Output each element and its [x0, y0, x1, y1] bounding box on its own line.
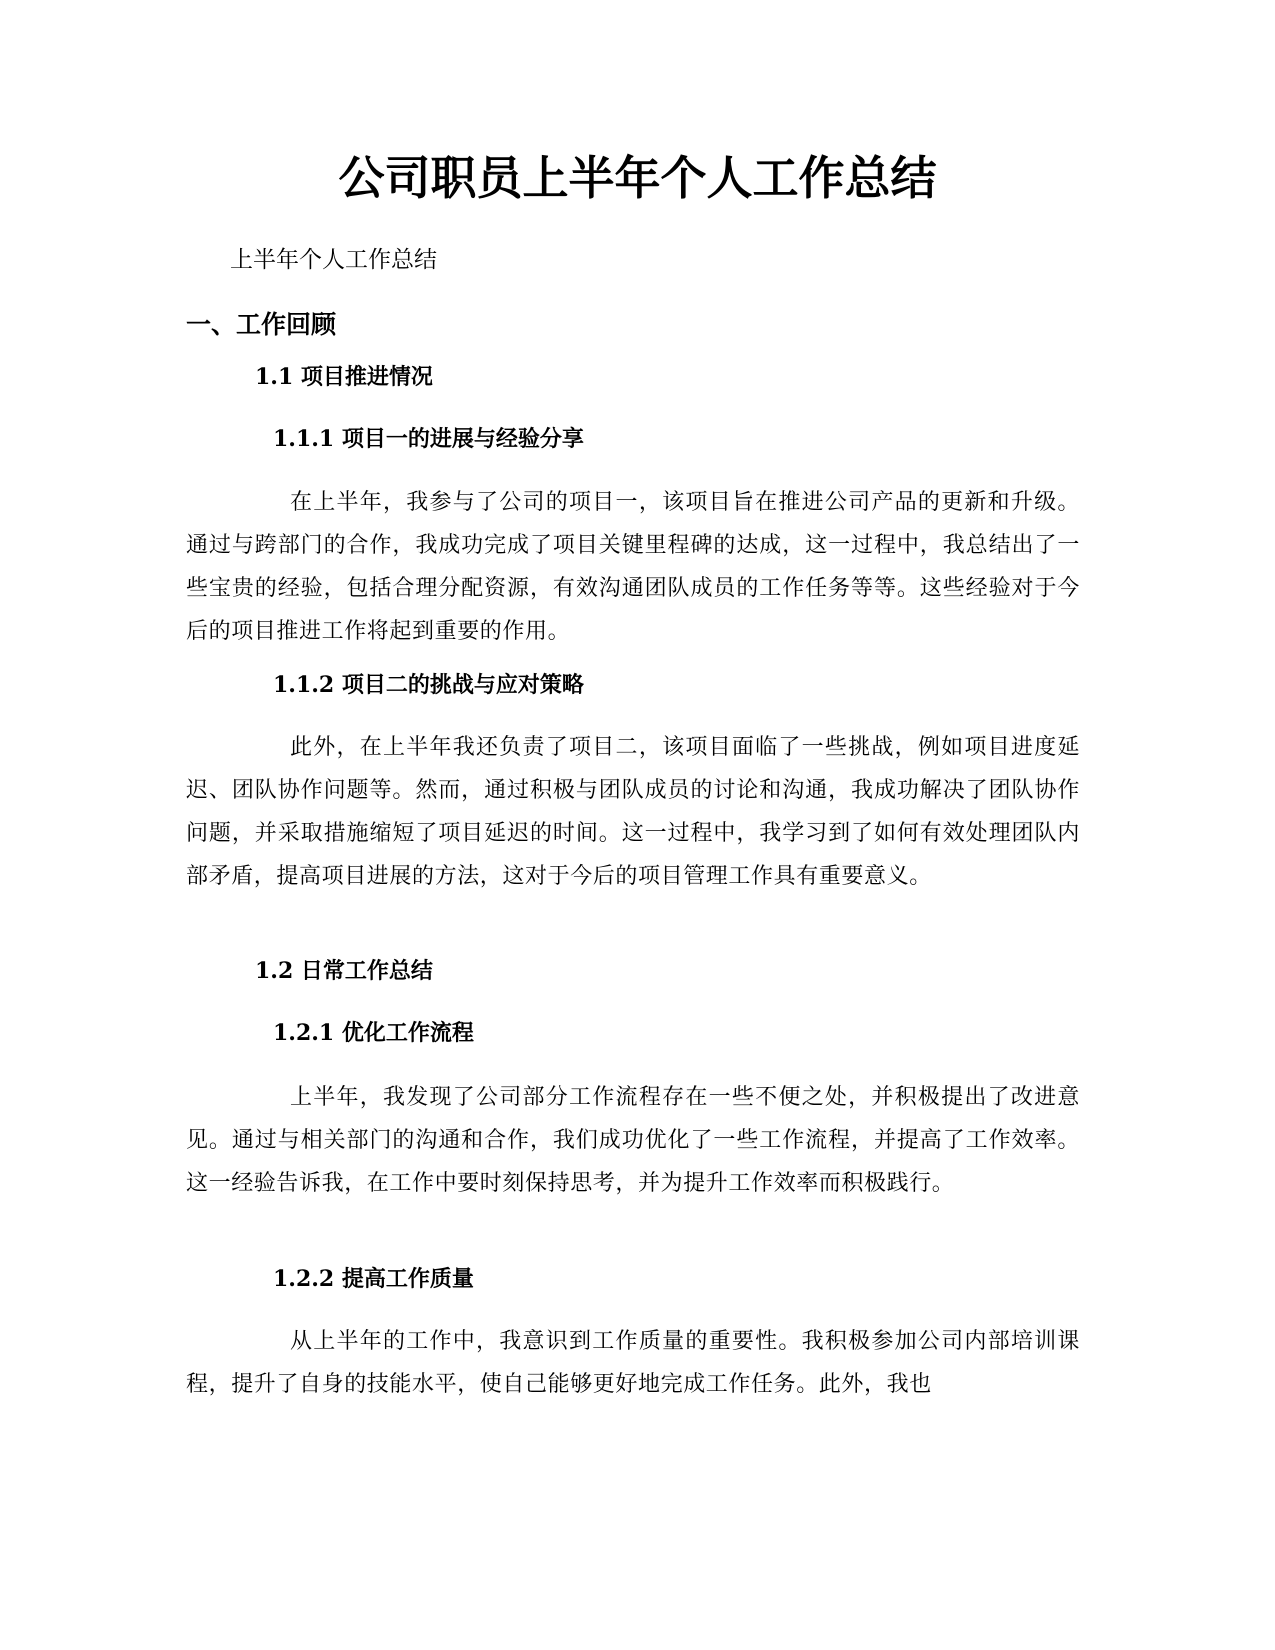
- document-subtitle: 上半年个人工作总结: [230, 247, 437, 273]
- paragraph-optimize-workflow: 上半年，我发现了公司部分工作流程存在一些不便之处，并积极提出了改进意见。通过与相关部门的沟通和合作，我们成功优化了一些工作流程，并提高了工作效率。这一经验告诉我，在工作中要时刻保持思考，并为提升工作效率而积极践行。: [186, 1085, 1080, 1196]
- subsection-heading-daily-work: 1.2 日常工作总结: [255, 958, 433, 984]
- paragraph-project-one: 在上半年，我参与了公司的项目一，该项目旨在推进公司产品的更新和升级。通过与跨部门的合作，我成功完成了项目关键里程碑的达成，这一过程中，我总结出了一些宝贵的经验，包括合理分配资源，有效沟通团队成员的工作任务等等。这些经验对于今后的项目推进工作将起到重要的作用。: [186, 490, 1080, 644]
- section-heading-work-review: 一、工作回顾: [186, 310, 337, 339]
- paragraph-project-two: 此外，在上半年我还负责了项目二，该项目面临了一些挑战，例如项目进度延迟、团队协作问题等。然而，通过积极与团队成员的讨论和沟通，我成功解决了团队协作问题，并采取措施缩短了项目延迟的时间。这一过程中，我学习到了如何有效处理团队内部矛盾，提高项目进展的方法，这对于今后的项目管理工作具有重要意义。: [186, 735, 1080, 889]
- subsection-heading-project-progress: 1.1 项目推进情况: [255, 364, 433, 390]
- paragraph-improve-quality: 从上半年的工作中，我意识到工作质量的重要性。我积极参加公司内部培训课程，提升了自身的技能水平，使自己能够更好地完成工作任务。此外，我也: [186, 1329, 1080, 1397]
- item-heading-project-two: 1.1.2 项目二的挑战与应对策略: [273, 672, 584, 698]
- item-heading-optimize-workflow: 1.2.1 优化工作流程: [273, 1020, 474, 1046]
- item-heading-project-one: 1.1.1 项目一的进展与经验分享: [273, 426, 584, 452]
- document-title: 公司职员上半年个人工作总结: [338, 151, 937, 205]
- item-heading-improve-quality: 1.2.2 提高工作质量: [273, 1266, 474, 1292]
